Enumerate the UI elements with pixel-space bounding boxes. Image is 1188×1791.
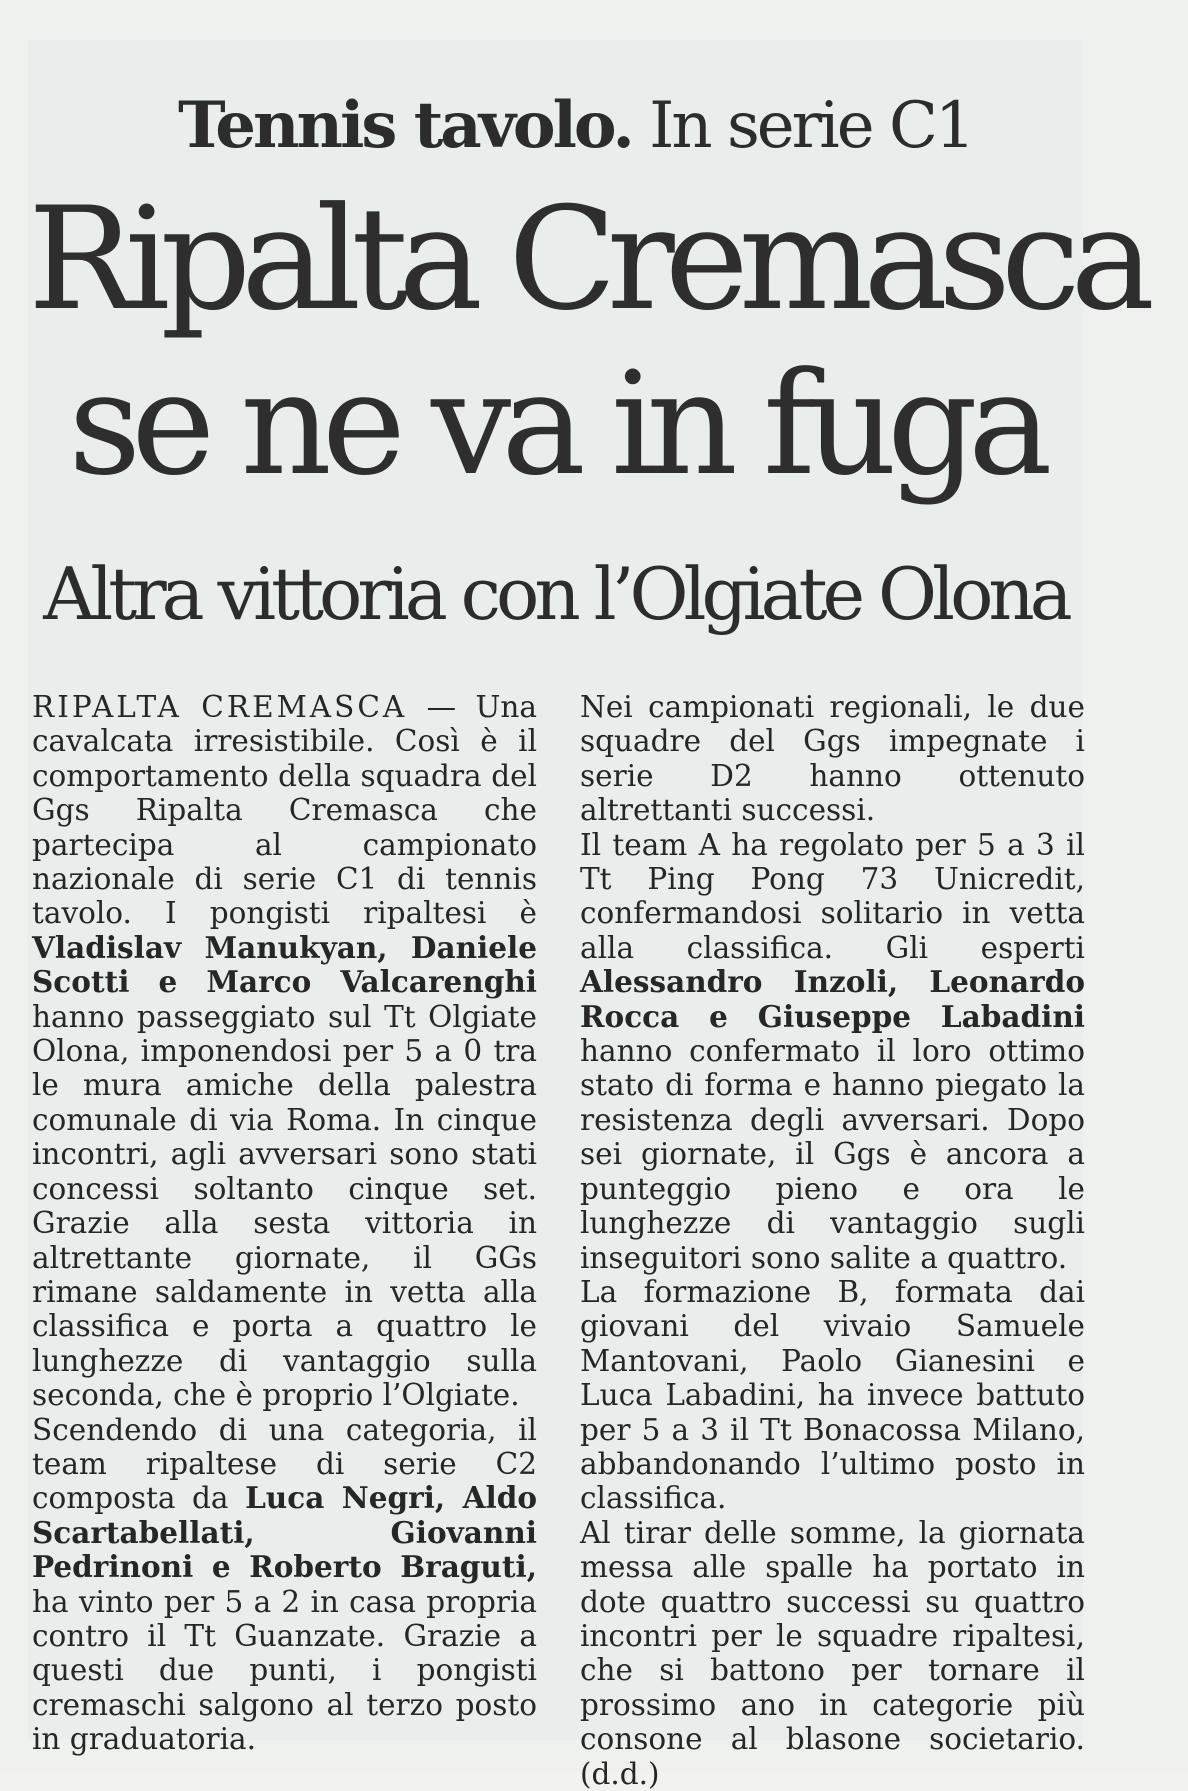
article (28, 40, 1146, 1791)
player-names: Alessandro Inzoli, Leonardo Rocca e Giuseppe Labadini (580, 964, 1085, 1034)
text-run: Scendendo di una categoria, il team ripaltese di serie C2 composta da (32, 1412, 537, 1516)
paragraph: La formazione B, formata dai giovani del vivaio Samuele Mantovani, Paolo Gianesini e Luca Labadini, ha invece battuto per 5 a 3 il Tt Bonacossa Milano, abbandonando l’ultimo posto in classifica. (580, 1274, 1085, 1516)
right-column (580, 690, 1085, 1791)
text-run: hanno confermato il loro ottimo stato di forma e hanno piegato la resistenza degli avversari. Dopo sei giornate, il Ggs è ancora a punteggio pieno e ora le lunghezze di vantaggio sugli inseguitori sono salite a quattro. (580, 1034, 1085, 1275)
paragraph (32, 690, 537, 1413)
player-names: Vladislav Manukyan, Daniele Scotti e Marco Valcarenghi (32, 929, 537, 1000)
kicker (178, 88, 1078, 163)
text-run: hanno passeggiato sul Tt Olgiate Olona, imponendosi per 5 a 0 tra le mura amiche della palestra comunale di via Roma. In cinque incontri, agli avversari sono stati concessi soltanto cinque set. Grazie alla sesta vittoria in altrettante giornate, il GGs rimane saldamente in vetta alla classifica e porta a quattro le lunghezze di vantaggio sulla seconda, che è proprio l’Olgiate. (32, 999, 537, 1413)
player-names: Luca Negri, Aldo Scartabellati, Giovanni Pedrinoni e Roberto Braguti, (32, 1480, 537, 1585)
kicker-topic: Tennis tavolo. (178, 88, 632, 163)
dateline: RIPALTA CREMASCA — (32, 690, 460, 724)
headline-line-2: se ne va in fuga (68, 342, 1043, 507)
paragraph: Al tirar delle somme, la giornata messa alle spalle ha portato in dote quattro successi su quattro incontri per le squadre ripaltesi, che si battono per tornare il prossimo ano in categorie più consone al blasone societario. (d.d.) (580, 1515, 1085, 1791)
paragraph (32, 1413, 537, 1757)
left-column (32, 690, 537, 1757)
subheadline: Altra vittoria con l’Olgiate Olona (43, 552, 1068, 636)
text-run: Una cavalcata irresistibile. Così è il comportamento della squadra del Ggs Ripalta Cremasca che partecipa al campionato nazionale di serie C1 di tennis tavolo. I pongisti ripaltesi è (32, 690, 537, 931)
text-run: ha vinto per 5 a 2 in casa propria contro il Tt Guanzate. Grazie a questi due punti, i pongisti cremaschi salgono al terzo posto in graduatoria. (32, 1584, 537, 1757)
text-run: Il team A ha regolato per 5 a 3 il Tt Ping Pong 73 Unicredit, confermandosi solitario in vetta alla classifica. Gli esperti (580, 827, 1085, 965)
kicker-league: In serie C1 (631, 89, 973, 163)
paragraph: Nei campionati regionali, le due squadre del Ggs impegnate i serie D2 hanno ottenuto altrettanti successi. (580, 690, 1085, 828)
headline-line-1: Ripalta Cremasca (28, 177, 1146, 342)
paragraph (580, 828, 1085, 1275)
